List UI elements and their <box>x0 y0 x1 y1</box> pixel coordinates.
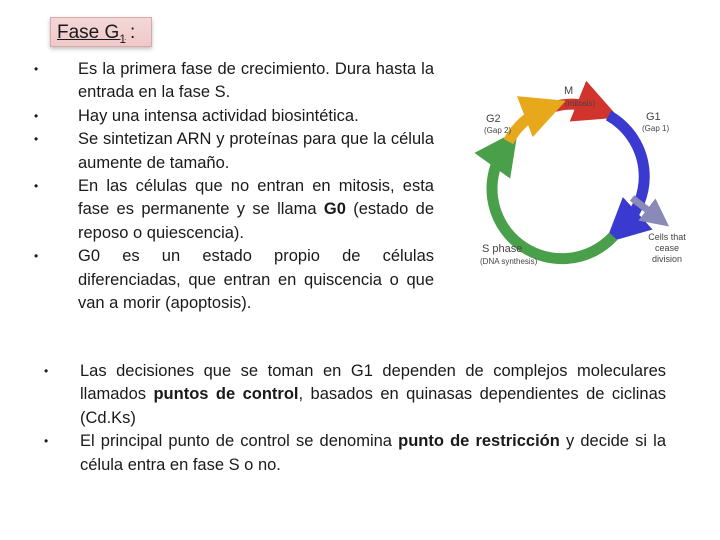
bullet-item <box>44 430 666 477</box>
bullet-text: Se sintetizan ARN y proteínas para que la célula aumente de tamaño. <box>78 130 434 172</box>
bullet-item <box>34 128 434 175</box>
bullet-text: El principal punto de control se denomina <box>80 432 399 451</box>
bullet-item <box>44 360 666 430</box>
m-label: M <box>564 85 574 97</box>
cell-cycle-diagram <box>440 78 700 278</box>
bullet-dot: • <box>34 179 39 194</box>
bullet-list-bottom <box>44 360 666 477</box>
bullet-dot: • <box>34 108 39 123</box>
bullet-bold-term: G0 <box>323 200 346 219</box>
bullet-dot: • <box>44 434 49 449</box>
bullet-text: , basados en quinasas dependientes de ciclinas (Cd.Ks) <box>80 385 666 427</box>
bullet-item <box>34 105 434 128</box>
bullet-text: y decide si la célula entra en fase S o no. <box>80 432 666 474</box>
bullet-dot: • <box>34 132 39 147</box>
bullet-dot: • <box>44 364 49 378</box>
s-sublabel: (DNA synthesis) <box>480 257 538 266</box>
bullet-text: Hay una intensa actividad biosintética. <box>78 106 359 125</box>
g1-sublabel: (Gap 1) <box>642 124 670 133</box>
bullet-text: Las decisiones que se toman en G1 dependen de complejos moleculares llamados <box>80 362 666 404</box>
bullet-bold-term: puntos de control <box>153 385 299 404</box>
bullet-dot: • <box>34 249 39 264</box>
title-subscript: 1 <box>119 31 126 46</box>
title-prefix: Fase G <box>57 22 120 43</box>
g2-label: G2 <box>486 113 501 125</box>
bullet-bold-term: punto de restricción <box>398 432 560 451</box>
bullet-text: (estado de reposo o quiescencia). <box>78 200 434 242</box>
exit-label-1: Cells that <box>648 232 686 242</box>
g1-label: G1 <box>646 111 661 123</box>
bullet-dot: • <box>34 62 39 76</box>
bullet-item <box>34 175 434 245</box>
bullet-item <box>34 58 434 105</box>
exit-label-3: division <box>651 254 683 264</box>
bullet-text: En las células que no entran en mitosis, esta fase es permanente y se llama <box>78 177 434 219</box>
bullet-text: G0 es un estado propio de células diferenciadas, que entran en quiscencia o que van a morir (apoptosis). <box>78 247 434 313</box>
g2-sublabel: (Gap 2) <box>484 126 512 135</box>
slide-title <box>50 17 152 47</box>
m-sublabel: (mitosis) <box>565 99 596 108</box>
g1-phase-arc <box>609 116 645 229</box>
title-colon: : <box>130 22 136 43</box>
g2-phase-arc <box>508 109 545 142</box>
s-label: S phase <box>482 243 523 255</box>
exit-label-2: cease <box>654 243 680 253</box>
bullet-item <box>34 245 434 315</box>
bullet-text: Es la primera fase de crecimiento. Dura hasta la entrada en la fase S. <box>78 60 434 102</box>
bullet-list-top <box>34 58 434 315</box>
